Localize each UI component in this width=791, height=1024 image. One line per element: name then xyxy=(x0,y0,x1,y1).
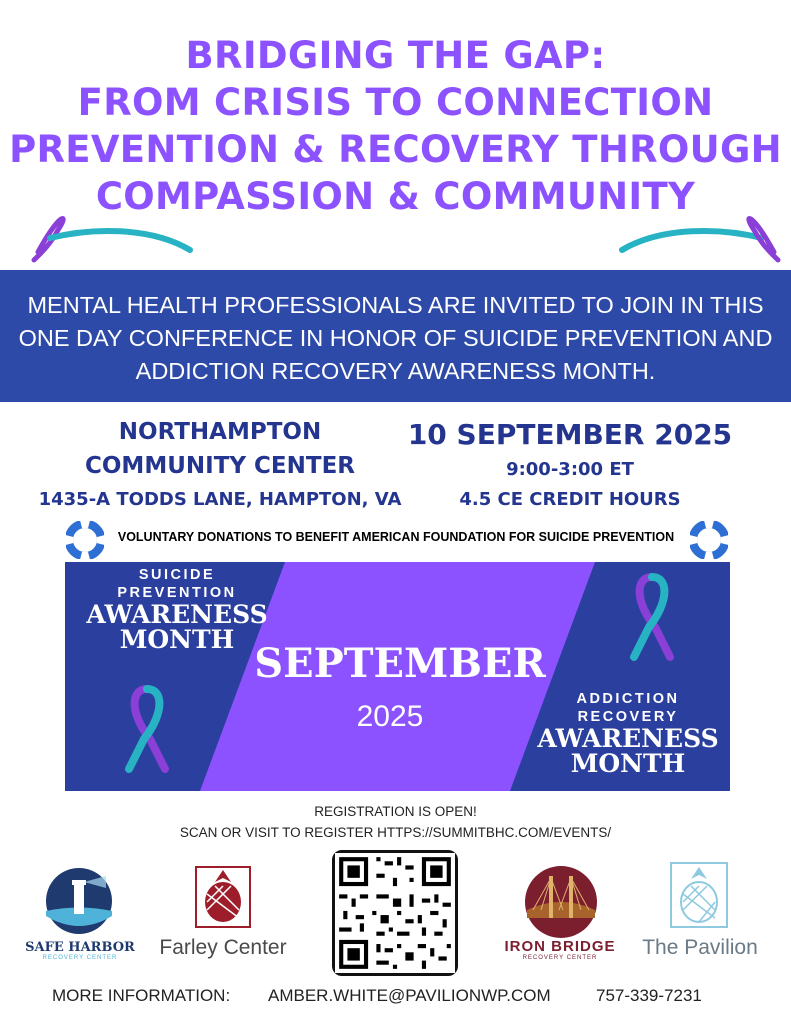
safe-harbor-logo-text xyxy=(20,940,140,961)
venue-name-line: NORTHAMPTON xyxy=(118,419,322,445)
farley-center-logo-text: Farley Center xyxy=(159,936,287,959)
registration-url[interactable]: SCAN OR VISIT TO REGISTER HTTPS://SUMMITBHC.COM/EVENTS/ xyxy=(179,825,612,840)
donation-note: VOLUNTARY DONATIONS TO BENEFIT AMERICAN FOUNDATION FOR SUICIDE PREVENTION xyxy=(117,530,675,544)
title-line: COMPASSION & COMMUNITY xyxy=(95,175,696,218)
footer-email[interactable]: AMBER.WHITE@PAVILIONWP.COM xyxy=(268,986,551,1005)
title-line: FROM CRISIS TO CONNECTION xyxy=(77,81,714,124)
invitation-banner xyxy=(0,270,791,402)
label-line: PREVENTION xyxy=(117,585,237,601)
title-line: BRIDGING THE GAP: xyxy=(185,34,606,77)
event-credits: 4.5 CE CREDIT HOURS xyxy=(459,489,681,510)
event-details xyxy=(405,415,735,515)
pavilion-logo-text: The Pavilion xyxy=(642,936,758,959)
registration-line: REGISTRATION IS OPEN! xyxy=(314,804,477,819)
qr-code-pattern xyxy=(335,853,455,973)
event-date: 10 SEPTEMBER 2025 xyxy=(407,418,733,451)
logo-name: IRON BRIDGE xyxy=(504,938,616,955)
venue-name-line: COMMUNITY CENTER xyxy=(85,453,355,479)
label-line: MONTH xyxy=(570,749,686,778)
event-time: 9:00-3:00 ET xyxy=(506,459,634,480)
suicide-prevention-label xyxy=(82,566,272,652)
label-line: RECOVERY xyxy=(577,709,679,725)
bridge-logo-icon xyxy=(523,864,599,940)
ribbon-swoosh-left-icon xyxy=(30,210,200,265)
logo-subtitle: RECOVERY CENTER xyxy=(522,955,598,961)
logo-name: SAFE HARBOR xyxy=(25,940,135,955)
footer-label: MORE INFORMATION: xyxy=(52,986,231,1005)
label-line: AWARENESS xyxy=(537,724,719,753)
ribbon-swoosh-right-icon xyxy=(612,210,782,265)
lifebuoy-icon xyxy=(690,521,728,559)
iron-bridge-logo-text xyxy=(490,938,630,961)
banner-line: ADDICTION RECOVERY AWARENESS MONTH. xyxy=(135,358,656,384)
banner-line: ONE DAY CONFERENCE IN HONOR OF SUICIDE PREVENTION AND xyxy=(18,325,773,351)
pineapple-outline-logo-icon xyxy=(670,862,728,928)
title-line: PREVENTION & RECOVERY THROUGH xyxy=(9,128,782,171)
label-line: MONTH xyxy=(119,625,235,654)
month-name: SEPTEMBER xyxy=(254,640,546,687)
page-title xyxy=(0,32,791,220)
footer-phone[interactable]: 757-339-7231 xyxy=(596,986,702,1005)
label-line: SUICIDE xyxy=(138,567,216,583)
label-line: AWARENESS xyxy=(86,600,268,629)
month-year: 2025 xyxy=(356,700,424,733)
registration-info xyxy=(0,801,791,843)
banner-line: MENTAL HEALTH PROFESSIONALS ARE INVITED TO JOIN IN THIS xyxy=(27,292,764,318)
qr-code[interactable] xyxy=(332,850,458,976)
addiction-recovery-label xyxy=(533,690,723,776)
pineapple-logo-icon xyxy=(195,866,251,928)
logo-subtitle: RECOVERY CENTER xyxy=(42,955,118,961)
lighthouse-logo-icon xyxy=(44,866,114,936)
label-line: ADDICTION xyxy=(576,691,680,707)
lifebuoy-icon xyxy=(66,521,104,559)
venue-block xyxy=(30,415,410,515)
venue-address: 1435-A TODDS LANE, HAMPTON, VA xyxy=(38,489,402,510)
